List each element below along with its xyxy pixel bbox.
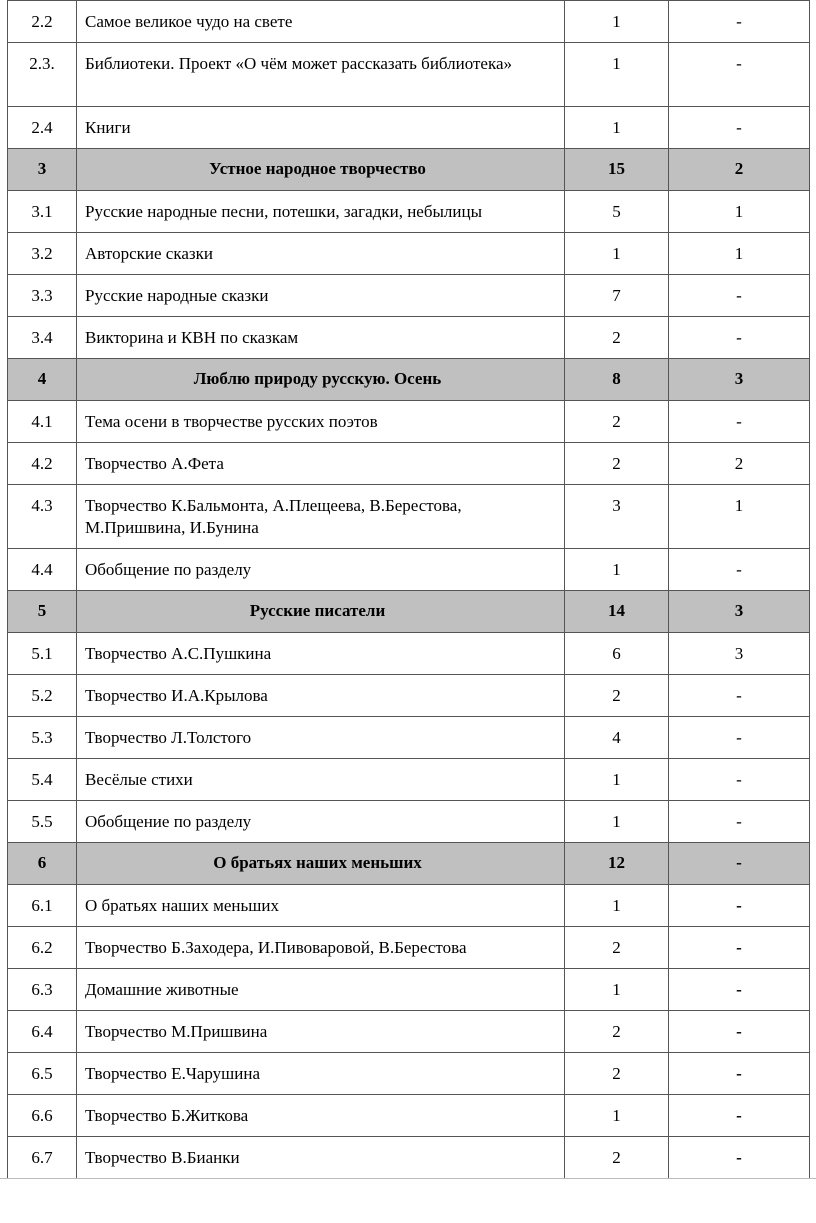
row-hours: 4 bbox=[565, 717, 669, 759]
table-row bbox=[8, 107, 810, 149]
row-hours: 2 bbox=[565, 1137, 669, 1179]
row-hours: 14 bbox=[565, 591, 669, 633]
row-practice: - bbox=[669, 969, 810, 1011]
table-row bbox=[8, 233, 810, 275]
row-title: О братьях наших меньших bbox=[77, 843, 565, 885]
row-number: 4 bbox=[8, 359, 77, 401]
row-title: Творчество М.Пришвина bbox=[77, 1011, 565, 1053]
row-title: Домашние животные bbox=[77, 969, 565, 1011]
row-title: Русские народные сказки bbox=[77, 275, 565, 317]
row-hours: 1 bbox=[565, 233, 669, 275]
row-practice: - bbox=[669, 885, 810, 927]
row-hours: 1 bbox=[565, 801, 669, 843]
row-practice: - bbox=[669, 843, 810, 885]
row-practice: - bbox=[669, 317, 810, 359]
row-hours: 1 bbox=[565, 549, 669, 591]
row-practice: - bbox=[669, 107, 810, 149]
curriculum-table-body bbox=[8, 1, 810, 1179]
row-practice: - bbox=[669, 43, 810, 107]
row-practice: - bbox=[669, 1053, 810, 1095]
row-hours: 2 bbox=[565, 1011, 669, 1053]
table-row bbox=[8, 801, 810, 843]
row-practice: - bbox=[669, 675, 810, 717]
row-number: 6.7 bbox=[8, 1137, 77, 1179]
table-row bbox=[8, 549, 810, 591]
row-number: 5.1 bbox=[8, 633, 77, 675]
row-practice: - bbox=[669, 927, 810, 969]
row-title: Устное народное творчество bbox=[77, 149, 565, 191]
table-row bbox=[8, 1011, 810, 1053]
table-row bbox=[8, 969, 810, 1011]
row-number: 4.1 bbox=[8, 401, 77, 443]
section-row bbox=[8, 359, 810, 401]
row-practice: 1 bbox=[669, 485, 810, 549]
row-hours: 1 bbox=[565, 885, 669, 927]
row-hours: 5 bbox=[565, 191, 669, 233]
table-row bbox=[8, 485, 810, 549]
row-hours: 2 bbox=[565, 1053, 669, 1095]
row-hours: 6 bbox=[565, 633, 669, 675]
row-practice: - bbox=[669, 717, 810, 759]
row-number: 3.1 bbox=[8, 191, 77, 233]
table-row bbox=[8, 759, 810, 801]
row-title: Творчество И.А.Крылова bbox=[77, 675, 565, 717]
row-title: Весёлые стихи bbox=[77, 759, 565, 801]
row-number: 2.4 bbox=[8, 107, 77, 149]
table-row bbox=[8, 1, 810, 43]
row-practice: - bbox=[669, 801, 810, 843]
row-hours: 1 bbox=[565, 759, 669, 801]
row-title: Авторские сказки bbox=[77, 233, 565, 275]
table-row bbox=[8, 675, 810, 717]
table-row bbox=[8, 401, 810, 443]
row-hours: 15 bbox=[565, 149, 669, 191]
row-title: Самое великое чудо на свете bbox=[77, 1, 565, 43]
row-number: 6.2 bbox=[8, 927, 77, 969]
row-number: 3.3 bbox=[8, 275, 77, 317]
table-row bbox=[8, 717, 810, 759]
row-practice: 1 bbox=[669, 191, 810, 233]
row-practice: 3 bbox=[669, 359, 810, 401]
row-title: Обобщение по разделу bbox=[77, 801, 565, 843]
row-practice: 2 bbox=[669, 443, 810, 485]
row-hours: 2 bbox=[565, 317, 669, 359]
row-title: Творчество А.С.Пушкина bbox=[77, 633, 565, 675]
row-practice: 1 bbox=[669, 233, 810, 275]
row-hours: 2 bbox=[565, 401, 669, 443]
row-title: Творчество Б.Заходера, И.Пивоваровой, В.Берестова bbox=[77, 927, 565, 969]
row-title: Русские писатели bbox=[77, 591, 565, 633]
row-title: Книги bbox=[77, 107, 565, 149]
section-row bbox=[8, 591, 810, 633]
row-number: 5.4 bbox=[8, 759, 77, 801]
row-number: 4.3 bbox=[8, 485, 77, 549]
row-title: Творчество А.Фета bbox=[77, 443, 565, 485]
row-practice: - bbox=[669, 759, 810, 801]
row-number: 5.5 bbox=[8, 801, 77, 843]
table-row bbox=[8, 1137, 810, 1179]
row-number: 6.1 bbox=[8, 885, 77, 927]
table-row bbox=[8, 1053, 810, 1095]
row-hours: 7 bbox=[565, 275, 669, 317]
row-number: 2.3. bbox=[8, 43, 77, 107]
row-hours: 12 bbox=[565, 843, 669, 885]
row-number: 3.2 bbox=[8, 233, 77, 275]
row-number: 6.5 bbox=[8, 1053, 77, 1095]
row-number: 6.6 bbox=[8, 1095, 77, 1137]
row-number: 2.2 bbox=[8, 1, 77, 43]
row-title: Русские народные песни, потешки, загадки, небылицы bbox=[77, 191, 565, 233]
row-title: Обобщение по разделу bbox=[77, 549, 565, 591]
row-practice: 2 bbox=[669, 149, 810, 191]
row-number: 3.4 bbox=[8, 317, 77, 359]
row-practice: - bbox=[669, 1011, 810, 1053]
row-title: Творчество Е.Чарушина bbox=[77, 1053, 565, 1095]
row-title: Тема осени в творчестве русских поэтов bbox=[77, 401, 565, 443]
section-row bbox=[8, 149, 810, 191]
table-row bbox=[8, 633, 810, 675]
row-hours: 1 bbox=[565, 43, 669, 107]
table-row bbox=[8, 1095, 810, 1137]
row-number: 6 bbox=[8, 843, 77, 885]
row-title: Творчество К.Бальмонта, А.Плещеева, В.Берестова, М.Пришвина, И.Бунина bbox=[77, 485, 565, 549]
row-hours: 2 bbox=[565, 443, 669, 485]
table-row bbox=[8, 275, 810, 317]
table-row bbox=[8, 885, 810, 927]
row-number: 5 bbox=[8, 591, 77, 633]
row-hours: 1 bbox=[565, 969, 669, 1011]
row-practice: - bbox=[669, 1137, 810, 1179]
row-title: Творчество Б.Житкова bbox=[77, 1095, 565, 1137]
table-row bbox=[8, 927, 810, 969]
row-number: 6.3 bbox=[8, 969, 77, 1011]
row-title: Библиотеки. Проект «О чём может рассказать библиотека» bbox=[77, 43, 565, 107]
row-hours: 2 bbox=[565, 675, 669, 717]
row-hours: 3 bbox=[565, 485, 669, 549]
row-practice: - bbox=[669, 1095, 810, 1137]
row-practice: 3 bbox=[669, 591, 810, 633]
row-title: Творчество Л.Толстого bbox=[77, 717, 565, 759]
row-hours: 8 bbox=[565, 359, 669, 401]
row-number: 4.4 bbox=[8, 549, 77, 591]
row-number: 4.2 bbox=[8, 443, 77, 485]
row-hours: 1 bbox=[565, 107, 669, 149]
row-number: 6.4 bbox=[8, 1011, 77, 1053]
row-hours: 1 bbox=[565, 1095, 669, 1137]
row-title: Люблю природу русскую. Осень bbox=[77, 359, 565, 401]
row-number: 5.2 bbox=[8, 675, 77, 717]
table-row bbox=[8, 317, 810, 359]
table-row bbox=[8, 191, 810, 233]
row-title: О братьях наших меньших bbox=[77, 885, 565, 927]
row-hours: 1 bbox=[565, 1, 669, 43]
document-page bbox=[7, 0, 809, 1179]
row-practice: - bbox=[669, 401, 810, 443]
row-practice: - bbox=[669, 275, 810, 317]
row-title: Викторина и КВН по сказкам bbox=[77, 317, 565, 359]
curriculum-table bbox=[7, 0, 810, 1179]
row-practice: - bbox=[669, 1, 810, 43]
row-hours: 2 bbox=[565, 927, 669, 969]
table-row bbox=[8, 443, 810, 485]
page-bottom-rule bbox=[0, 1178, 816, 1179]
row-practice: - bbox=[669, 549, 810, 591]
row-number: 5.3 bbox=[8, 717, 77, 759]
row-title: Творчество В.Бианки bbox=[77, 1137, 565, 1179]
section-row bbox=[8, 843, 810, 885]
row-number: 3 bbox=[8, 149, 77, 191]
row-practice: 3 bbox=[669, 633, 810, 675]
table-row bbox=[8, 43, 810, 107]
